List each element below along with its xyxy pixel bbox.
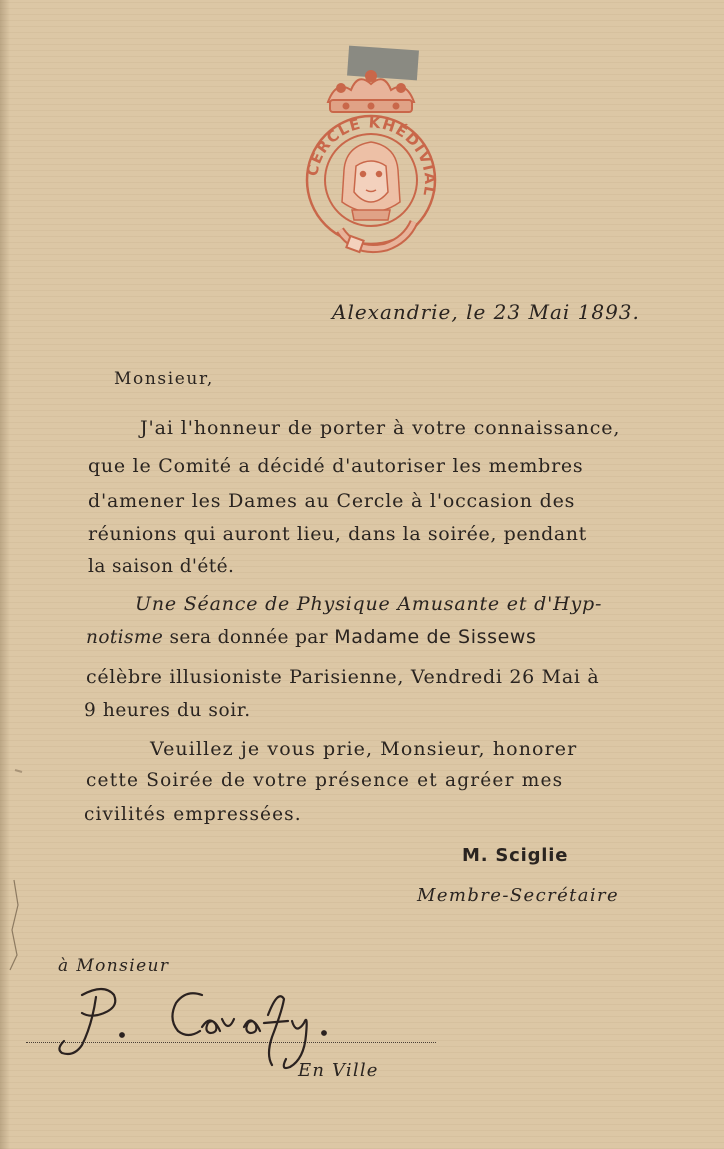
paragraph-3-line-3: civilités empressées. <box>84 804 302 825</box>
seal-ring-text: CERCLE KHÉDIVIAL <box>303 113 440 199</box>
salutation: Monsieur, <box>114 369 214 389</box>
paragraph-1-line-2: que le Comité a décidé d'autoriser les membres <box>88 455 584 477</box>
signer-role: Membre-Secrétaire <box>417 885 620 906</box>
paragraph-2-line-1: Une Séance de Physique Amusante et d'Hyp- <box>135 593 603 615</box>
performer-name: Madame de Sissews <box>334 626 537 648</box>
signer-name: M. Sciglie <box>462 845 569 866</box>
hypnotisme-fragment: notisme <box>86 627 164 648</box>
paragraph-3-line-1: Veuillez je vous prie, Monsieur, honorer <box>150 738 578 760</box>
letter-date: Alexandrie, le 23 Mai 1893. <box>332 300 640 324</box>
paragraph-2-line-2 <box>86 626 537 648</box>
location-en-ville: En Ville <box>298 1060 379 1081</box>
paragraph-1-line-4: réunions qui auront lieu, dans la soirée, pendant <box>88 523 587 545</box>
sera-donnee-par: sera donnée par <box>163 627 335 648</box>
paragraph-3-line-2: cette Soirée de votre présence et agréer mes <box>86 770 564 791</box>
paragraph-2-line-4: 9 heures du soir. <box>84 700 251 721</box>
paragraph-1-line-3: d'amener les Dames au Cercle à l'occasion des <box>88 490 576 512</box>
paragraph-1-line-1: J'ai l'honneur de porter à votre connaissance, <box>140 417 621 439</box>
cercle-khedivial-seal-icon <box>296 42 446 257</box>
paragraph-1-line-5: la saison d'été. <box>88 556 235 577</box>
address-to: à Monsieur <box>58 956 170 976</box>
paragraph-2-line-3: célèbre illusioniste Parisienne, Vendredi 26 Mai à <box>86 666 600 688</box>
